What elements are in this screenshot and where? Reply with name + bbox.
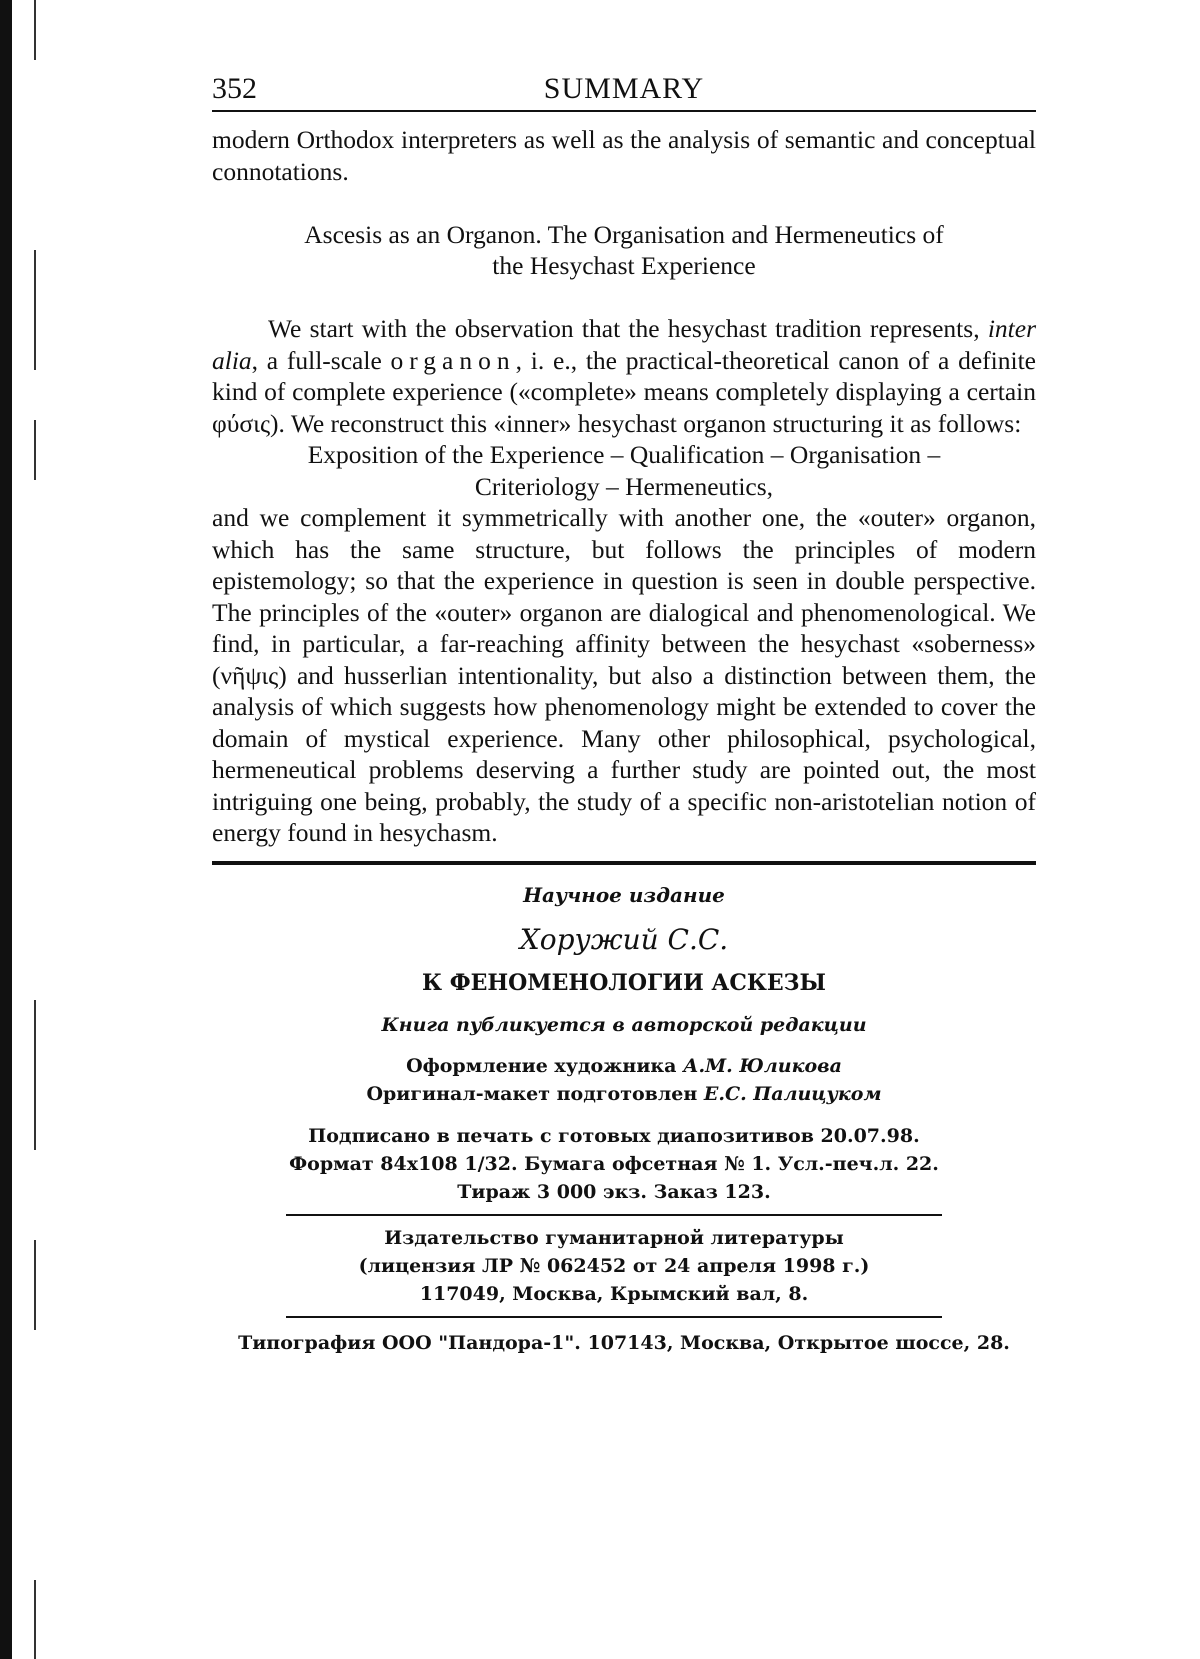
scan-artifact-line [34, 1000, 36, 1150]
publisher-details [286, 1216, 942, 1318]
publisher-address: 117049, Москва, Крымский вал, 8. [419, 1282, 809, 1305]
scan-artifact-line [34, 1240, 36, 1330]
credit-name: А.М. Юликова [683, 1054, 842, 1077]
organon-formula [212, 439, 1036, 502]
page-number: 352 [212, 72, 257, 105]
paragraph-continuation: modern Orthodox interpreters as well as the analysis of semantic and conceptual connotations. [212, 125, 1036, 186]
section-title-line: the Hesychast Experience [492, 251, 756, 280]
publisher-name: Издательство гуманитарной литературы [384, 1226, 844, 1249]
scan-artifact-line [34, 250, 36, 370]
text-run: , i. e., the practical-theoretical canon of a definite kind of complete experience («complete» means completely displaying a certain φύσις). We reconstruct this «inner» hesychast organon structuring it as follows: [212, 345, 1037, 438]
edition-note: Книга публикуется в авторской редакции [381, 1013, 867, 1036]
summary-text [212, 124, 1036, 849]
scan-artifact-line [34, 1580, 36, 1659]
print-signed: Подписано в печать с готовых диапозитивов 20.07.98. [308, 1124, 920, 1147]
scan-artifact-line [34, 0, 36, 60]
edition-label: Научное издание [523, 882, 725, 907]
text-run: We start with the observation that the hesychast tradition represents, [268, 314, 988, 343]
print-details [286, 1122, 942, 1216]
book-page [212, 68, 1036, 1354]
paragraph-outer-organon: and we complement it symmetrically with another one, the «outer» organon, which has the same structure, but follows the principles of modern epistemology; so that the experience in question is seen in double perspective. The principles of the «outer» organon are dialogical and phenomenological. We find, in particular, a far-reaching affinity between the hesychast «soberness» (νῆψις) and husserlian intentionality, but also a distinction between them, the analysis of which suggests how phenomenology might be extended to cover the domain of mystical experience. Many other philosophical, psychological, hermeneutical problems deserving a further study are pointed out, the most intriguing one being, probably, the study of a specific non-aristotelian notion of energy found in hesychasm. [212, 503, 1036, 847]
scan-artifact-line [34, 420, 36, 480]
author-name: Хоружий С.С. [519, 922, 729, 956]
scan-edge-shadow [0, 0, 12, 1659]
design-credit [212, 1052, 1036, 1080]
italic-phrase: inter alia [212, 314, 1036, 375]
text-run: , a full-scale [251, 345, 391, 375]
running-head: SUMMARY [543, 72, 705, 105]
paragraph-organon [212, 313, 1036, 439]
layout-credit [212, 1080, 1036, 1108]
printer-details: Типография ООО "Пандора-1". 107143, Москва, Открытое шоссе, 28. [238, 1331, 1010, 1354]
page-header [212, 68, 1036, 112]
formula-line: Exposition of the Experience – Qualification – Organisation – [307, 440, 941, 469]
credit-prefix: Оригинал-макет подготовлен [366, 1082, 704, 1105]
credit-prefix: Оформление художника [406, 1054, 684, 1077]
divider-rule [212, 861, 1036, 865]
section-title-line: Ascesis as an Organon. The Organisation and Hermeneutics of [304, 220, 944, 249]
credits [212, 1052, 1036, 1108]
publisher-license: (лицензия ЛР № 062452 от 24 апреля 1998 г.) [358, 1254, 870, 1277]
imprint-block [212, 883, 1036, 1354]
print-format: Формат 84x108 1/32. Бумага офсетная № 1. Усл.-печ.л. 22. [289, 1152, 939, 1175]
book-title: К ФЕНОМЕНОЛОГИИ АСКЕЗЫ [422, 969, 826, 996]
print-run: Тираж 3 000 экз. Заказ 123. [457, 1180, 771, 1203]
formula-line: Criteriology – Hermeneutics, [474, 471, 774, 501]
credit-name: Е.С. Палицуком [703, 1082, 882, 1105]
section-title [212, 219, 1036, 281]
spaced-word: organon [390, 345, 516, 375]
